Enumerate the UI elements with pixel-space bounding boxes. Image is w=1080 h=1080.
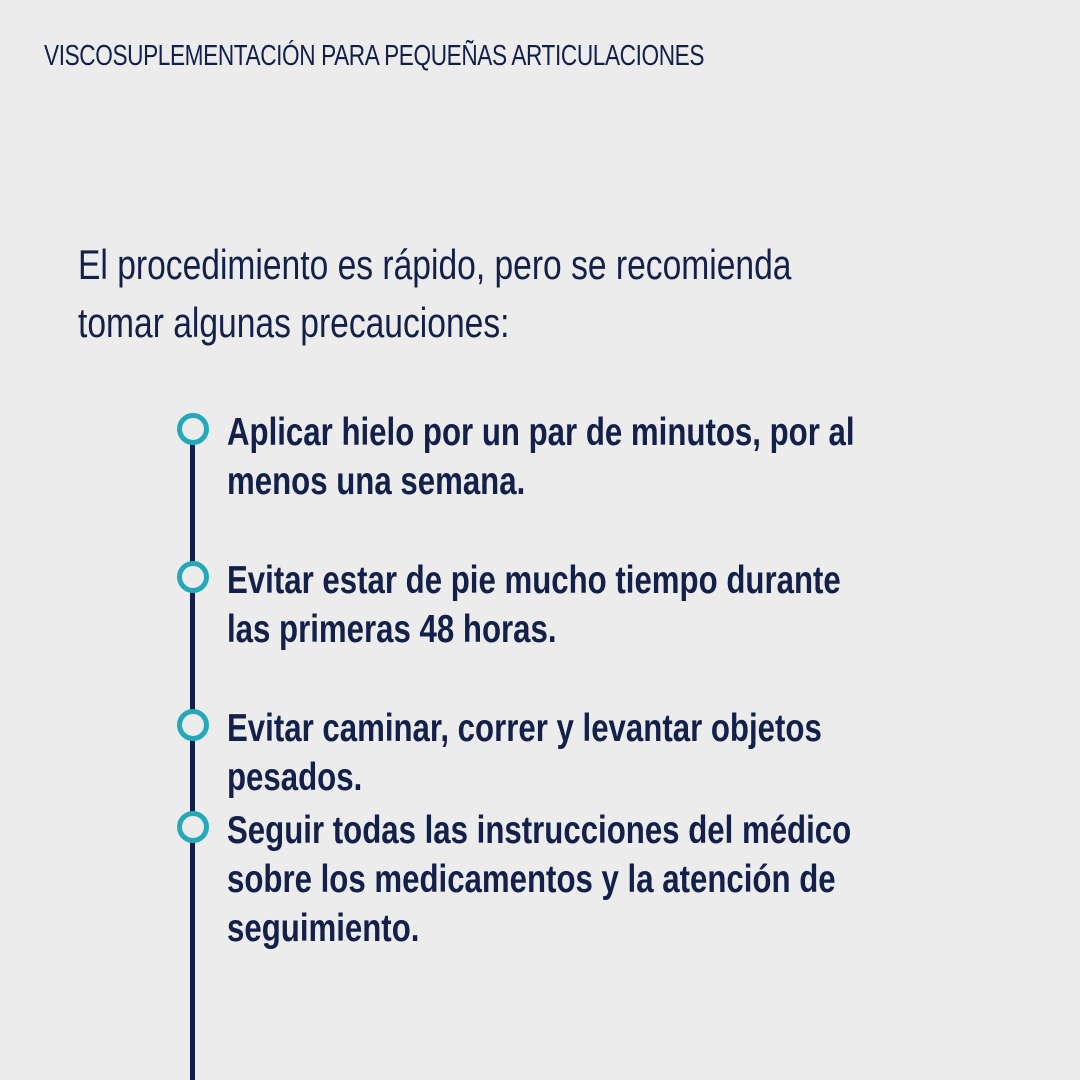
page-title: VISCOSUPLEMENTACIÓN PARA PEQUEÑAS ARTICULACIONES — [44, 40, 705, 72]
intro-text: El procedimiento es rápido, pero se recomienda tomar algunas precauciones: — [78, 241, 792, 346]
step-text: Evitar estar de pie mucho tiempo durante las primeras 48 horas. — [227, 559, 841, 651]
step-text: Aplicar hielo por un par de minutos, por al menos una semana. — [227, 411, 855, 503]
step-marker-icon — [177, 709, 209, 741]
step-marker-icon — [177, 413, 209, 445]
step-text: Evitar caminar, correr y levantar objetos pesados. — [227, 707, 822, 799]
step-text: Seguir todas las instrucciones del médico sobre los medicamentos y la atención de seguimiento. — [227, 809, 852, 950]
step-marker-icon — [177, 811, 209, 843]
step-marker-icon — [177, 561, 209, 593]
timeline-line — [190, 428, 195, 1080]
